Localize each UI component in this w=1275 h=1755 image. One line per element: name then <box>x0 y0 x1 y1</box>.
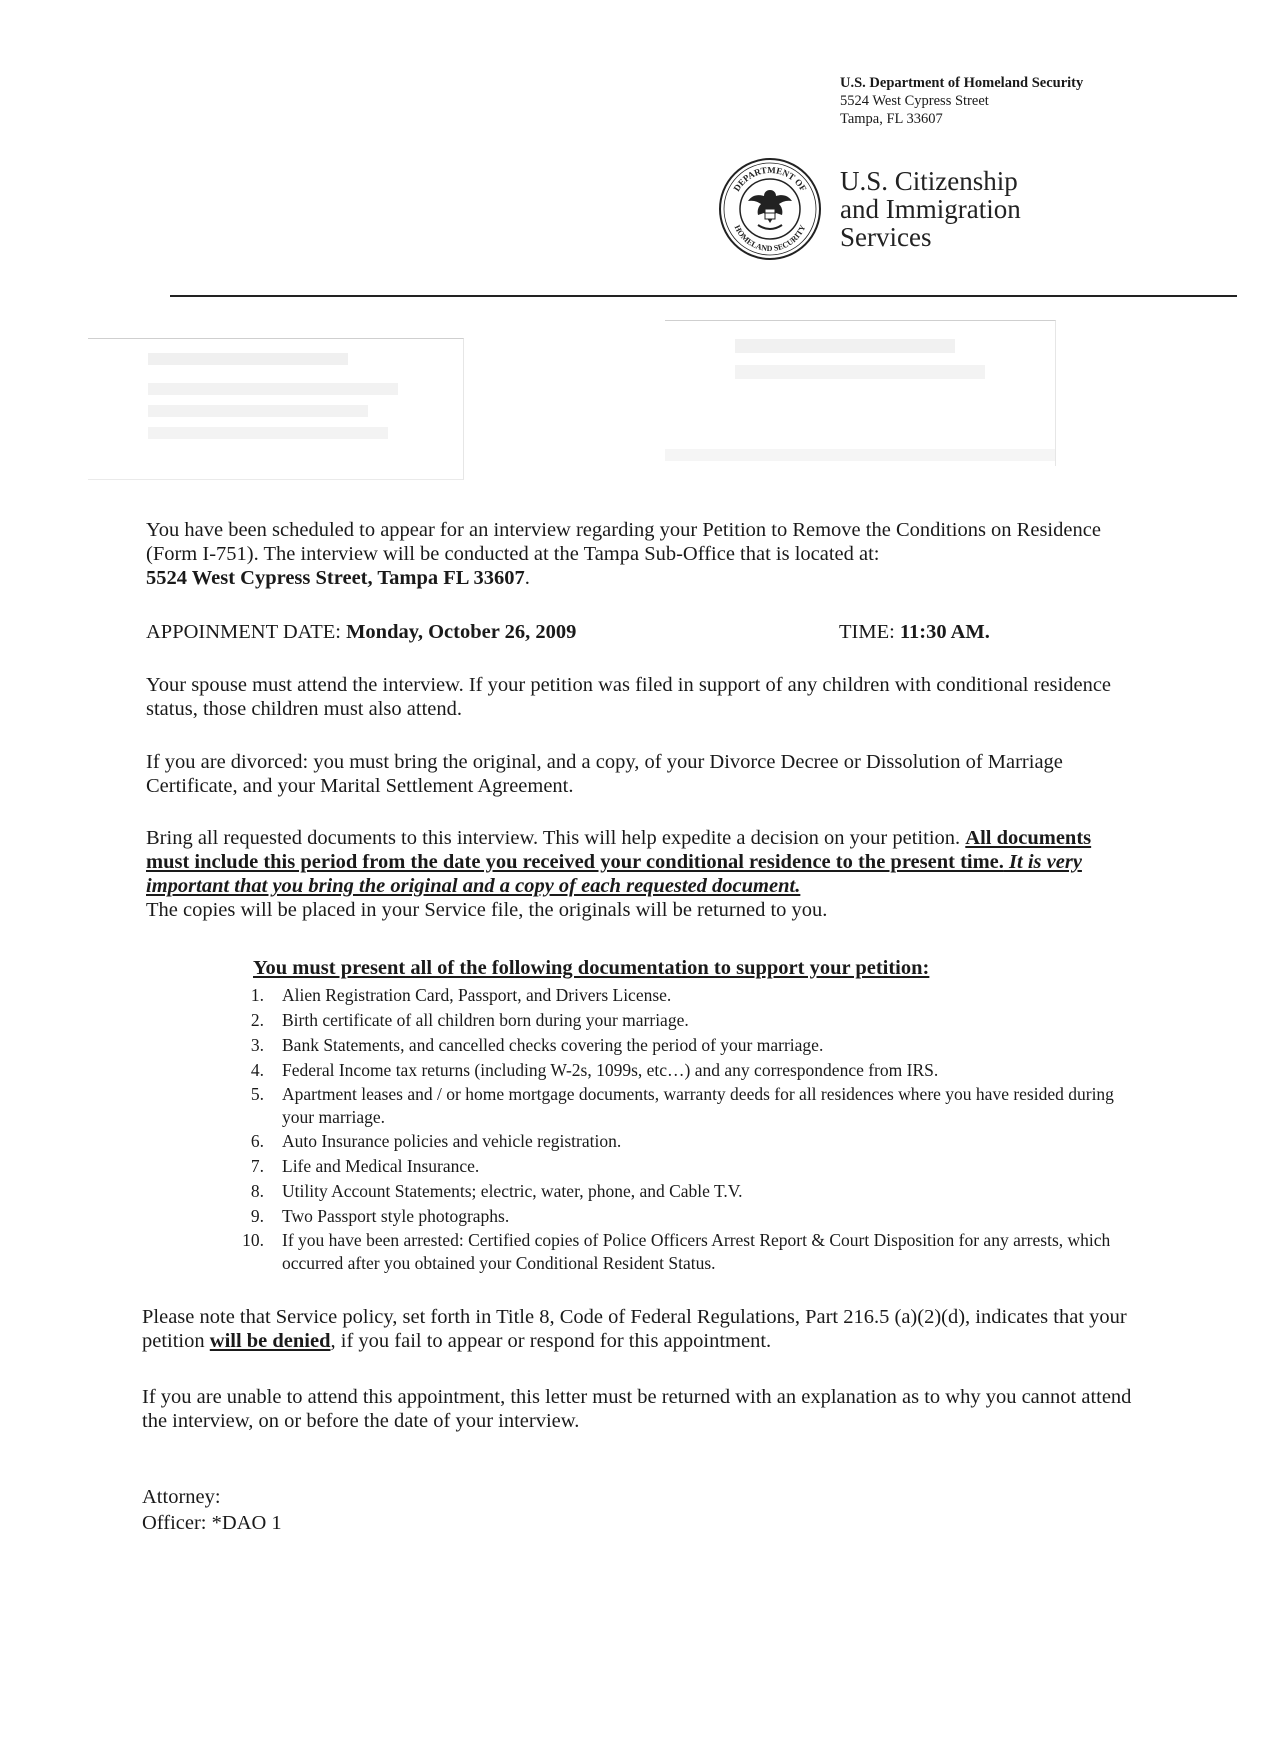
document-item-text: Alien Registration Card, Passport, and Drivers License. <box>282 985 672 1005</box>
document-item-text: Birth certificate of all children born during your marriage. <box>282 1010 689 1030</box>
document-item-number: 3. <box>250 1035 264 1055</box>
appointment-time <box>839 620 990 644</box>
attorney-label: Attorney: <box>142 1486 221 1508</box>
seal-text-top: DEPARTMENT OF <box>731 164 809 194</box>
document-item <box>230 1008 1130 1033</box>
agency-line-3: Services <box>840 222 932 252</box>
documents-tail: The copies will be placed in your Service file, the originals will be returned to you. <box>146 899 828 921</box>
document-item-text: Utility Account Statements; electric, water, phone, and Cable T.V. <box>282 1181 743 1201</box>
documents-heading: You must present all of the following documentation to support your petition: <box>253 957 930 979</box>
document-item-number: 2. <box>250 1010 264 1030</box>
signature-block <box>142 1484 282 1536</box>
spouse-paragraph: Your spouse must attend the interview. If your petition was filed in support of any children with conditional residence status, those children must also attend. <box>146 674 1112 720</box>
unable-to-attend-paragraph: If you are unable to attend this appointment, this letter must be returned with an explanation as to why you cannot attend the interview, on or before the date of your interview. <box>142 1386 1132 1432</box>
divorce-paragraph: If you are divorced: you must bring the original, and a copy, of your Divorce Decree or Dissolution of Marriage Certificate, and your Marital Settlement Agreement. <box>146 751 1063 797</box>
appointment-date-value: Monday, October 26, 2009 <box>346 621 577 643</box>
document-item <box>230 1179 1130 1204</box>
document-item-text: Bank Statements, and cancelled checks covering the period of your marriage. <box>282 1035 824 1055</box>
redacted-case-window <box>665 320 1056 466</box>
document-item-number: 1. <box>250 985 264 1005</box>
document-item-number: 9. <box>250 1206 264 1226</box>
redacted-line <box>665 449 1055 461</box>
documents-lead: Bring all requested documents to this interview. This will help expedite a decision on your petition. <box>146 827 966 849</box>
redacted-line <box>735 365 985 379</box>
redacted-address-window <box>88 338 464 480</box>
document-item-text: Two Passport style photographs. <box>282 1206 510 1226</box>
document-item <box>230 1154 1130 1179</box>
agency-title <box>840 167 1021 251</box>
document-item-text: If you have been arrested: Certified copies of Police Officers Arrest Report & Court Disposition for any arrests, which occurred after you obtained your Conditional Resident Status. <box>282 1230 1111 1273</box>
policy-paragraph <box>142 1305 1132 1353</box>
document-item-text: Federal Income tax returns (including W-2s, 1099s, etc…) and any correspondence from IRS. <box>282 1060 939 1080</box>
document-item <box>230 1229 1130 1275</box>
intro-paragraph <box>146 518 1136 590</box>
department-address-block <box>840 74 1083 128</box>
department-name: U.S. Department of Homeland Security <box>840 75 1084 91</box>
agency-line-1: U.S. Citizenship <box>840 166 1018 196</box>
document-item-number: 5. <box>250 1084 264 1104</box>
document-item <box>230 983 1130 1008</box>
document-item <box>230 1083 1130 1129</box>
document-item <box>230 1204 1130 1229</box>
documents-period-requirement: All documents must include this period from the date you received your conditional residence to the present time. <box>146 827 1092 873</box>
documents-original-copy-note: It is very important that you bring the original and a copy of each requested document. <box>146 851 1082 897</box>
document-item-text: Life and Medical Insurance. <box>282 1156 480 1176</box>
intro-text: You have been scheduled to appear for an interview regarding your Petition to Remove the Conditions on Residence (Form I-751). The interview will be conducted at the Tampa Sub-Office that is located at: <box>146 519 1101 565</box>
document-item <box>230 1129 1130 1154</box>
document-item-number: 8. <box>250 1181 264 1201</box>
address-street: 5524 West Cypress Street <box>840 93 989 109</box>
appointment-line <box>146 620 1046 644</box>
policy-lead: Please note that Service policy, set forth in Title 8, Code of Federal Regulations, Part 216.5 (a)(2)(d), indicates that your petition <box>142 1306 1127 1352</box>
document-item-number: 4. <box>250 1060 264 1080</box>
documents-list <box>230 983 1130 1275</box>
header-divider <box>170 295 1237 297</box>
officer-label: Officer: <box>142 1512 207 1534</box>
document-item-number: 7. <box>250 1156 264 1176</box>
seal-text-bottom: HOMELAND SECURITY <box>732 223 808 254</box>
redacted-line <box>735 339 955 353</box>
appointment-time-value: 11:30 AM. <box>899 621 990 643</box>
intro-period: . <box>524 567 530 589</box>
appointment-time-label: TIME: <box>839 621 895 643</box>
document-item <box>230 1058 1130 1083</box>
policy-tail: , if you fail to appear or respond for this appointment. <box>330 1330 772 1352</box>
document-item-text: Auto Insurance policies and vehicle registration. <box>282 1131 622 1151</box>
officer-line <box>142 1510 282 1536</box>
redacted-text-block <box>148 345 448 439</box>
address-city: Tampa, FL 33607 <box>840 111 943 127</box>
interview-location: 5524 West Cypress Street, Tampa FL 33607 <box>146 567 525 589</box>
document-item-number: 6. <box>250 1131 264 1151</box>
document-item <box>230 1033 1130 1058</box>
document-item-text: Apartment leases and / or home mortgage documents, warranty deeds for all residences where you have resided during your marriage. <box>282 1084 1114 1127</box>
officer-value: *DAO 1 <box>211 1512 282 1534</box>
dhs-seal-icon <box>718 157 822 261</box>
appointment-date-label: APPOINMENT DATE: <box>146 621 341 643</box>
agency-line-2: and Immigration <box>840 194 1021 224</box>
documents-paragraph <box>146 826 1136 922</box>
document-item-number: 10. <box>242 1230 264 1250</box>
policy-emphasis: will be denied <box>209 1330 331 1352</box>
